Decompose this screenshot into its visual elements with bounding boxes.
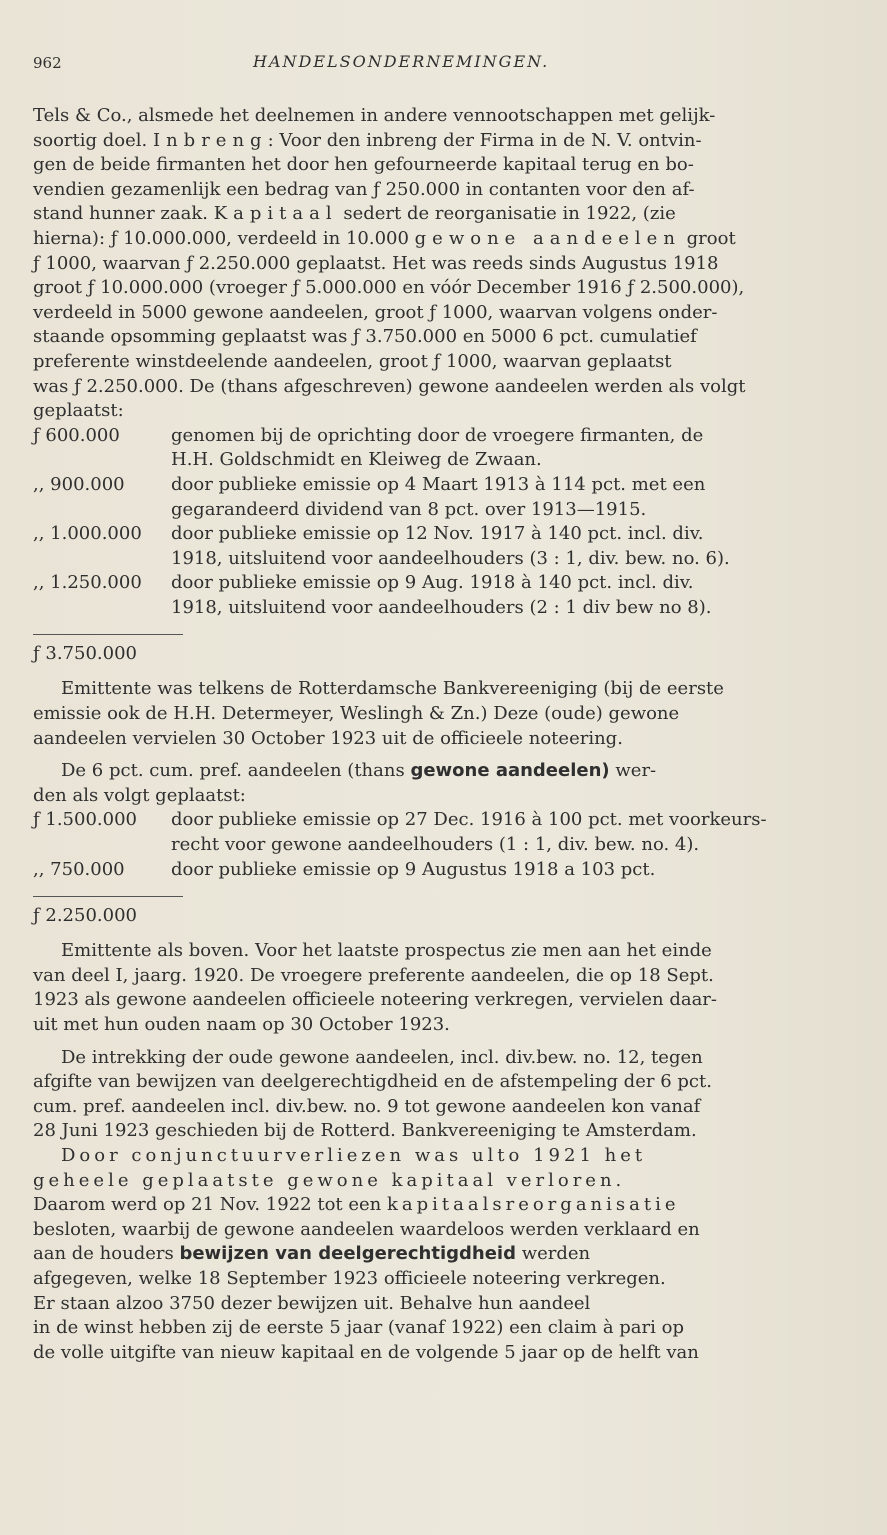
text-run: wer- den als volgt geplaatst: [33,760,657,806]
ledger-row [33,473,847,522]
text-run: groot ƒ 1000, waarvan ƒ 2.250.000 geplaatst. Het was reeds sinds Augustus 1918 groot ƒ 10.000.000 (vroeger ƒ 5.000.000 en vóór December 1916 ƒ 2.500.000), verdeeld in 5000 gewone aandeelen, groot ƒ 1000, waarvan volgens onder- staande opsomming geplaatst was ƒ 3.750.000 en 5000 6 pct. cumulatief preferente winstdeelende aandeelen, groot ƒ 1000, waarvan geplaatst was ƒ 2.250.000. De (thans afgeschreven) gewone aandeelen werden als volgt geplaatst: [33,227,746,422]
ledger-total: ƒ 3.750.000 [33,643,137,665]
text-run: besloten, waarbij de gewone aandeelen waardeloos werden verklaard en aan de houders [33,1218,700,1265]
spaced-conjunctuur: Door conjunctuurverliezen was ulto 1921 het geheele geplaatste gewone kapitaal verloren. [33,1144,647,1191]
sum-rule [33,896,183,897]
ledger-row [33,522,847,571]
ledger-text: genomen bij de oprichting door de vroegere firmanten, de H.H. Goldschmidt en Kleiweg de Zwaan. [171,424,704,471]
spaced-heading-kapitaal: Kapitaal [213,203,338,225]
placement-ledger-preferred [33,808,847,882]
sum-rule [33,634,183,635]
ledger-text: door publieke emissie op 12 Nov. 1917 à 140 pct. incl. div. 1918, uitsluitend voor aandeelhouders (3 : 1, div. bew. no. 6). [171,523,730,569]
page-number: 962 [33,54,62,72]
ledger-text: door publieke emissie op 4 Maart 1913 à 114 pct. met een gegarandeerd dividend van 8 pct. over 1913—1915. [171,473,706,520]
bold-bewijzen: bewijzen van deelgerechtigdheid [179,1243,516,1265]
ledger-text: door publieke emissie op 27 Dec. 1916 à 100 pct. met voorkeurs- recht voor gewone aandeelhouders (1 : 1, div. bew. no. 4). [171,809,767,856]
spaced-heading-inbreng: Inbreng [152,129,268,151]
text-run: werden afgegeven, welke 18 September 1923 officieele noteering verkregen. Er staan alzoo 3750 dezer bewijzen uit. Behalve hun aandeel in de winst hebben zij de eerste 5 jaar (vanaf 1922) een claim à pari op de volle uitgifte van nieuw kapitaal en de volgende 5 jaar op de helft van [33,1243,699,1363]
ledger-text: door publieke emissie op 9 Augustus 1918 a 103 pct. [171,858,656,880]
ledger-row [33,858,847,883]
ledger-text: door publieke emissie op 9 Aug. 1918 à 140 pct. incl. div. 1918, uitsluitend voor aandeelhouders (2 : 1 div bew no 8). [171,572,712,618]
spaced-gewone-aandeelen: gewone aandeelen [414,227,681,249]
ledger-amount: ,, 1.000.000 [33,523,142,545]
ledger-amount: ,, 900.000 [33,473,125,495]
ledger-amount: ƒ 1.500.000 [33,809,137,831]
text-run: De 6 pct. cum. pref. aandeelen (thans [61,760,411,782]
running-head: HANDELSONDERNEMINGEN. [253,52,550,71]
ledger-amount: ƒ 600.000 [33,424,120,446]
paragraph-pref-shares [33,759,847,808]
paragraph-reorganisatie [33,1144,847,1365]
ledger-row [33,424,847,473]
paragraph-intrekking: De intrekking der oude gewone aandeelen, incl. div.bew. no. 12, tegen afgifte van bewijzen van deelgerechtigdheid en de afstempeling der 6 pct. cum. pref. aandeelen incl. div.bew. no. 9 tot gewone aandeelen kon vanaf 28 Juni 1923 geschieden bij de Rotterd. Bankvereeniging te Amsterdam. [33,1046,712,1142]
ledger-amount: ,, 1.250.000 [33,572,142,594]
text-run: : Voor den inbreng der Firma in de N. V. ontvin- gen de beide firmanten het door hen gefourneerde kapitaal terug en bo- vendien gezamenlijk een bedrag van ƒ 250.000 in contanten voor den af- stand hunner zaak. [33,129,702,225]
spaced-kapitaalsreorganisatie: kapitaalsreorganisatie [386,1194,680,1216]
text-run: sedert de reorganisatie in 1922, (zie hierna): ƒ 10.000.000, verdeeld in 10.000 [33,203,676,249]
placement-ledger-ordinary [33,424,847,621]
ledger-amount: ,, 750.000 [33,858,125,880]
paragraph-emittente: Emittente was telkens de Rotterdamsche Bankvereeniging (bij de eerste emissie ook de H.H. Determeyer, Weslingh & Zn.) Deze (oude) gewone aandeelen vervielen 30 October 1923 uit de officieele noteering. [33,678,724,749]
bold-gewone-aandeelen: gewone aandeelen) [410,760,610,782]
paragraph-emittente-als-boven: Emittente als boven. Voor het laatste prospectus zie men aan het einde van deel I, jaarg. 1920. De vroegere preferente aandeelen, die op 18 Sept. 1923 als gewone aandeelen officieele noteering verkregen, vervielen daar- uit met hun ouden naam op 30 October 1923. [33,940,717,1035]
text-run: Tels & Co., alsmede het deelnemen in andere vennootschappen met gelijk- soortig doel. [33,105,716,151]
paragraph-inbreng-kapitaal [33,104,847,424]
ledger-total: ƒ 2.250.000 [33,905,137,927]
ledger-row [33,808,847,857]
text-run: Daarom werd op 21 Nov. 1922 tot een [33,1194,382,1216]
page-header [33,52,847,104]
ledger-row [33,571,847,620]
